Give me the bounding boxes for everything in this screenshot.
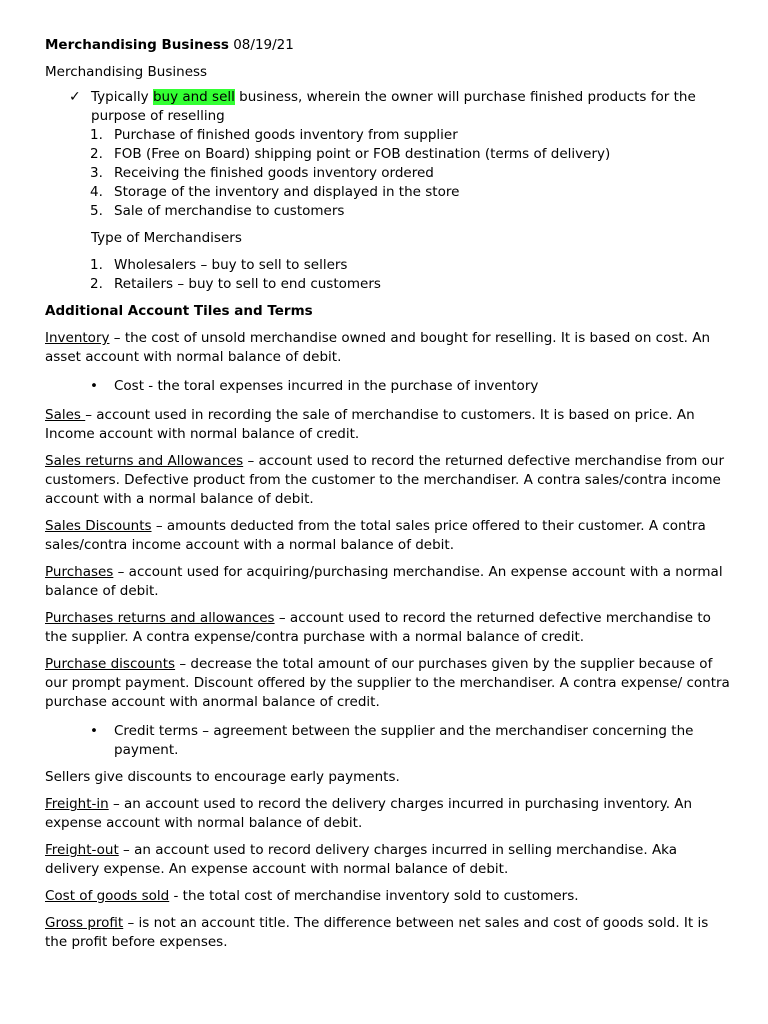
item-number: 1. (90, 127, 103, 143)
term-purchase-discounts (45, 655, 730, 712)
term-cogs (45, 887, 730, 906)
list-item (45, 126, 730, 145)
item-number: 5. (90, 203, 103, 219)
term-label: Freight-in (45, 796, 109, 812)
sellers-note: Sellers give discounts to encourage early payments. (45, 769, 400, 785)
list-item (45, 202, 730, 221)
term-sales-discounts (45, 517, 730, 555)
term-definition: – amounts deducted from the total sales price offered to their customer. A contra sales/contra income account with a normal balance of debit. (45, 518, 706, 553)
term-definition: – account used to record the returned defective merchandise from our customers. Defective product from the customer to the merchandiser. A contra sales/contra income account with a normal balance of debit. (45, 453, 724, 507)
subtitle: Merchandising Business (45, 64, 208, 80)
term-label: Purchases (45, 564, 114, 580)
term-definition: – account used for acquiring/purchasing merchandise. An expense account with a normal balance of debit. (45, 564, 723, 599)
term-freight-in (45, 795, 730, 833)
term-label: Purchases returns and allowances (45, 610, 275, 626)
steps-list (45, 126, 730, 221)
term-definition: – an account used to record delivery charges incurred in selling merchandise. Aka delivery expense. An expense account with normal balance of debit. (45, 842, 678, 877)
term-label: Sales returns and Allowances (45, 453, 244, 469)
term-label: Sales Discounts (45, 518, 152, 534)
term-freight-out (45, 841, 730, 879)
intro-text-after: business, wherein the owner will purchase finished products for the purpose of reselling (91, 89, 696, 124)
term-sales (45, 406, 730, 444)
item-text: Purchase of finished goods inventory from supplier (114, 127, 458, 143)
item-number: 3. (90, 165, 103, 181)
title-date: 08/19/21 (233, 37, 294, 53)
term-label: Cost of goods sold (45, 888, 170, 904)
term-purchases-returns (45, 609, 730, 647)
types-list (45, 256, 730, 294)
term-definition: – is not an account title. The difference between net sales and cost of goods sold. It is the profit before expenses. (45, 915, 709, 950)
term-definition: – decrease the total amount of our purchases given by the supplier because of our prompt payment. Discount offered by the supplier to the merchandiser. A contra expense/ contra purchase account with anormal balance of credit. (45, 656, 730, 710)
list-item (45, 722, 730, 760)
term-purchases (45, 563, 730, 601)
intro-list (45, 88, 730, 126)
item-number: 2. (90, 276, 103, 292)
item-text: Sale of merchandise to customers (114, 203, 345, 219)
inventory-bullets (45, 377, 730, 396)
list-item (45, 377, 730, 396)
intro-text-before: Typically (91, 89, 153, 105)
item-number: 4. (90, 184, 103, 200)
title-bold: Merchandising Business (45, 37, 229, 53)
item-text: Storage of the inventory and displayed in the store (114, 184, 460, 200)
term-label: Gross profit (45, 915, 124, 931)
term-definition: – an account used to record the delivery charges incurred in purchasing inventory. An expense account with normal balance of debit. (45, 796, 693, 831)
document-title (45, 36, 730, 55)
term-inventory (45, 329, 730, 367)
term-definition: – account used in recording the sale of merchandise to customers. It is based on price. An Income account with normal balance of credit. (45, 407, 695, 442)
list-item (45, 164, 730, 183)
item-text: Receiving the finished goods inventory ordered (114, 165, 434, 181)
term-sales-returns (45, 452, 730, 509)
credit-terms-bullets (45, 722, 730, 760)
types-heading: Type of Merchandisers (91, 230, 242, 246)
item-text: Retailers – buy to sell to end customers (114, 276, 381, 292)
section-heading: Additional Account Tiles and Terms (45, 303, 313, 319)
bullet-icon: • (90, 723, 98, 739)
term-label: Freight-out (45, 842, 119, 858)
term-gross-profit (45, 914, 730, 952)
term-label: Purchase discounts (45, 656, 176, 672)
item-text: FOB (Free on Board) shipping point or FOB destination (terms of delivery) (114, 146, 611, 162)
term-label: Inventory (45, 330, 110, 346)
intro-item (45, 88, 730, 126)
list-item (45, 183, 730, 202)
term-definition: - the total cost of merchandise inventory sold to customers. (169, 888, 579, 904)
intro-highlight: buy and sell (152, 89, 235, 105)
item-number: 1. (90, 257, 103, 273)
term-label: Sales (45, 407, 86, 423)
item-number: 2. (90, 146, 103, 162)
list-item (45, 256, 730, 275)
list-item (45, 145, 730, 164)
checkmark-icon: ✓ (69, 89, 81, 105)
term-definition: – the cost of unsold merchandise owned and bought for reselling. It is based on cost. An asset account with normal balance of debit. (45, 330, 711, 365)
item-text: Wholesalers – buy to sell to sellers (114, 257, 348, 273)
list-item (45, 275, 730, 294)
bullet-icon: • (90, 378, 98, 394)
item-text: Cost - the toral expenses incurred in the purchase of inventory (114, 378, 539, 394)
item-text: Credit terms – agreement between the supplier and the merchandiser concerning the payment. (114, 723, 694, 758)
term-definition: – account used to record the returned defective merchandise to the supplier. A contra expense/contra purchase with a normal balance of credit. (45, 610, 711, 645)
